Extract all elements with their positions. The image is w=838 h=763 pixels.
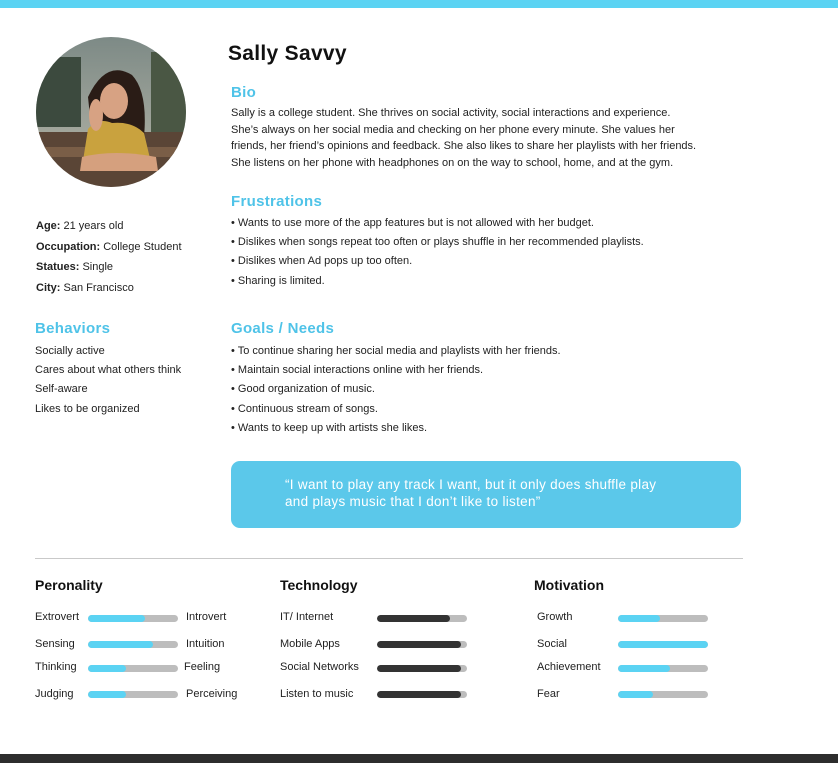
behaviors-list — [35, 342, 181, 419]
bio-line: She listens on her phone with headphones on on the way to school, home, and at the gym. — [231, 156, 674, 169]
trait-left-label: Extrovert — [35, 611, 80, 623]
motivation-bar-fill — [618, 641, 708, 648]
behavior-item: Socially active — [35, 345, 105, 357]
motivation-bar — [618, 665, 708, 672]
trait-bar — [88, 691, 178, 698]
technology-bar — [377, 641, 467, 648]
bottom-bar — [0, 754, 838, 763]
frustrations-list — [231, 214, 644, 291]
frustration-item: • Sharing is limited. — [231, 274, 325, 287]
behavior-item: Cares about what others think — [35, 364, 182, 377]
goal-item: • Maintain social interactions online with her friends. — [231, 364, 484, 377]
top-accent-bar — [0, 0, 838, 8]
goals-heading: Goals / Needs — [231, 320, 335, 337]
trait-bar-fill — [88, 641, 153, 648]
technology-bar — [377, 665, 467, 672]
technology-heading: Technology — [280, 577, 358, 593]
frustration-item: • Wants to use more of the app features but is not allowed with her budget. — [231, 217, 594, 229]
demographic-age: Age: 21 years old — [36, 220, 124, 232]
trait-bar-fill — [88, 615, 145, 622]
motivation-label: Fear — [537, 688, 560, 700]
bio-line: friends, her friend’s opinions and feedback. She also likes to share her playlists with her friends. — [231, 140, 697, 152]
technology-label: Mobile Apps — [280, 638, 340, 650]
trait-left-label: Judging — [35, 688, 74, 700]
persona-quote — [231, 461, 741, 528]
trait-bar — [88, 641, 178, 648]
trait-right-label: Perceiving — [186, 688, 238, 700]
technology-label: Listen to music — [280, 688, 354, 700]
demographics-list — [36, 216, 182, 299]
motivation-bar — [618, 691, 708, 698]
bio-line: Sally is a college student. She thrives on social activity, social interactions and experience. — [231, 107, 671, 119]
technology-bar — [377, 691, 467, 698]
demographic-city: City: San Francisco — [36, 282, 134, 295]
motivation-bar-fill — [618, 615, 660, 622]
motivation-bar — [618, 641, 708, 648]
behavior-item: Likes to be organized — [35, 402, 140, 415]
quote-line: “I want to play any track I want, but it only does shuffle play — [285, 477, 657, 492]
frustrations-heading: Frustrations — [231, 193, 323, 210]
trait-left-label: Sensing — [35, 638, 75, 650]
bio-text — [231, 105, 696, 171]
persona-photo-image — [36, 37, 186, 187]
goal-item: • To continue sharing her social media and playlists with her friends. — [231, 345, 561, 357]
trait-bar — [88, 615, 178, 622]
technology-bar-fill — [377, 641, 461, 648]
bio-line: She’s always on her social media and checking on her phone every minute. She values her — [231, 123, 675, 136]
section-divider — [35, 558, 743, 559]
demographic-occupation: Occupation: College Student — [36, 240, 182, 253]
persona-name: Sally Savvy — [228, 42, 347, 65]
trait-right-label: Feeling — [184, 661, 221, 673]
technology-bar — [377, 615, 467, 622]
trait-bar — [88, 665, 178, 672]
bio-heading: Bio — [231, 84, 257, 101]
behaviors-heading: Behaviors — [35, 320, 111, 337]
frustration-item: • Dislikes when Ad pops up too often. — [231, 255, 413, 268]
technology-bar-fill — [377, 665, 461, 672]
trait-left-label: Thinking — [35, 661, 77, 673]
technology-bar-fill — [377, 615, 450, 622]
technology-label: IT/ Internet — [280, 611, 334, 623]
motivation-label: Social — [537, 638, 567, 650]
technology-label: Social Networks — [280, 661, 359, 673]
trait-bar-fill — [88, 691, 126, 698]
demographic-status: Statues: Single — [36, 261, 114, 274]
persona-photo — [36, 37, 186, 187]
motivation-bar — [618, 615, 708, 622]
goal-item: • Good organization of music. — [231, 383, 375, 396]
trait-right-label: Intuition — [186, 638, 225, 650]
motivation-bar-fill — [618, 665, 670, 672]
technology-bar-fill — [377, 691, 461, 698]
goal-item: • Wants to keep up with artists she likes. — [231, 421, 428, 434]
motivation-heading: Motivation — [534, 577, 604, 593]
trait-right-label: Introvert — [186, 611, 227, 623]
personality-heading: Peronality — [35, 577, 103, 593]
behavior-item: Self-aware — [35, 383, 88, 396]
motivation-label: Achievement — [537, 661, 601, 673]
trait-bar-fill — [88, 665, 126, 672]
motivation-bar-fill — [618, 691, 653, 698]
frustration-item: • Dislikes when songs repeat too often or plays shuffle in her recommended playlists. — [231, 236, 644, 249]
goals-list — [231, 342, 561, 438]
quote-line: and plays music that I don’t like to listen” — [285, 494, 541, 509]
goal-item: • Continuous stream of songs. — [231, 402, 378, 415]
motivation-label: Growth — [537, 611, 573, 623]
